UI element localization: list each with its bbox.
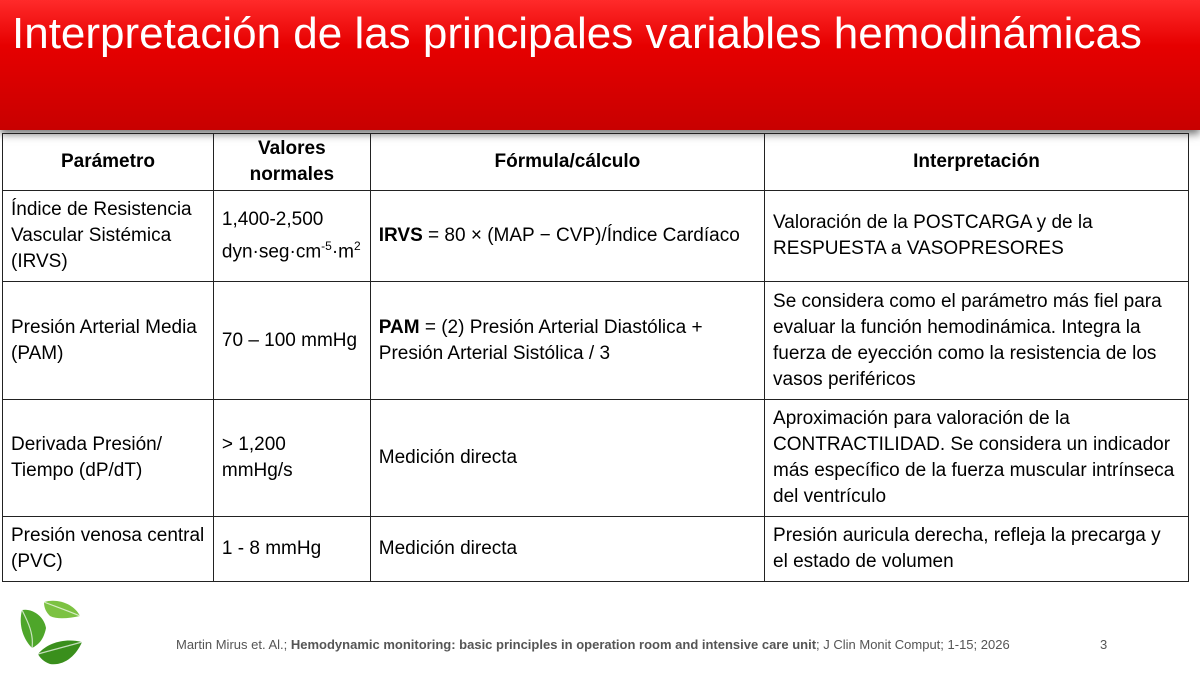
cell-normal-values: 70 – 100 mmHg <box>213 282 370 400</box>
formula-text: = (2) Presión Arterial Diastólica + Presión Arterial Sistólica / 3 <box>378 316 703 364</box>
table-row <box>3 517 1189 582</box>
hemodynamic-variables-table <box>2 133 1189 582</box>
cell-interpretation: Presión auricula derecha, refleja la precarga y el estado de volumen <box>765 517 1189 582</box>
cell-interpretation: Valoración de la POSTCARGA y de la RESPUESTA a VASOPRESORES <box>765 191 1189 282</box>
title-banner <box>0 0 1200 130</box>
normal-value-unit: ·m <box>331 241 354 263</box>
normal-value-text: 1,400-2,500 dyn·seg·cm <box>221 208 324 263</box>
header-normal-values: Valores normales <box>213 134 370 191</box>
cell-normal-values: > 1,200 mmHg/s <box>213 400 370 517</box>
slide-title: Interpretación de las principales variables hemodinámicas <box>12 9 1142 58</box>
page-number: 3 <box>1100 637 1108 652</box>
cell-formula <box>370 282 764 400</box>
cell-interpretation: Se considera como el parámetro más fiel para evaluar la función hemodinámica. Integra la fuerza de eyección como la resistencia de los vasos periféricos <box>765 282 1189 400</box>
header-formula: Fórmula/cálculo <box>370 134 764 191</box>
header-interpretation: Interpretación <box>765 134 1189 191</box>
cell-parameter: Presión Arterial Media (PAM) <box>3 282 214 400</box>
cell-normal-values: 1 - 8 mmHg <box>213 517 370 582</box>
formula-name: IRVS <box>378 225 423 246</box>
table-row <box>3 191 1189 282</box>
green-leaves-logo-icon <box>14 598 86 670</box>
cell-normal-values <box>213 191 370 282</box>
citation-journal: ; J Clin Monit Comput; 1-15; 2026 <box>816 637 1010 652</box>
formula-name: PAM <box>378 316 420 338</box>
cell-parameter: Índice de Resistencia Vascular Sistémica (IRVS) <box>3 191 214 282</box>
cell-parameter: Derivada Presión/ Tiempo (dP/dT) <box>3 400 214 517</box>
citation-authors: Martin Mirus et. Al.; <box>176 637 291 652</box>
cell-interpretation: Aproximación para valoración de la CONTRACTILIDAD. Se considera un indicador más específico de la fuerza muscular intrínseca del ventrículo <box>765 400 1189 517</box>
table-header-row <box>3 134 1189 191</box>
cell-parameter: Presión venosa central (PVC) <box>3 517 214 582</box>
formula-text: = 80 × (MAP − CVP)/Índice Cardíaco <box>422 225 740 246</box>
cell-formula: Medición directa <box>370 400 764 517</box>
cell-formula <box>370 191 764 282</box>
citation-footer <box>176 637 1010 652</box>
superscript: 2 <box>353 238 361 253</box>
table-row <box>3 400 1189 517</box>
citation-article: Hemodynamic monitoring: basic principles in operation room and intensive care unit <box>290 637 817 652</box>
superscript: -5 <box>321 238 332 253</box>
cell-formula: Medición directa <box>370 517 764 582</box>
header-parameter: Parámetro <box>3 134 214 191</box>
table-row <box>3 282 1189 400</box>
